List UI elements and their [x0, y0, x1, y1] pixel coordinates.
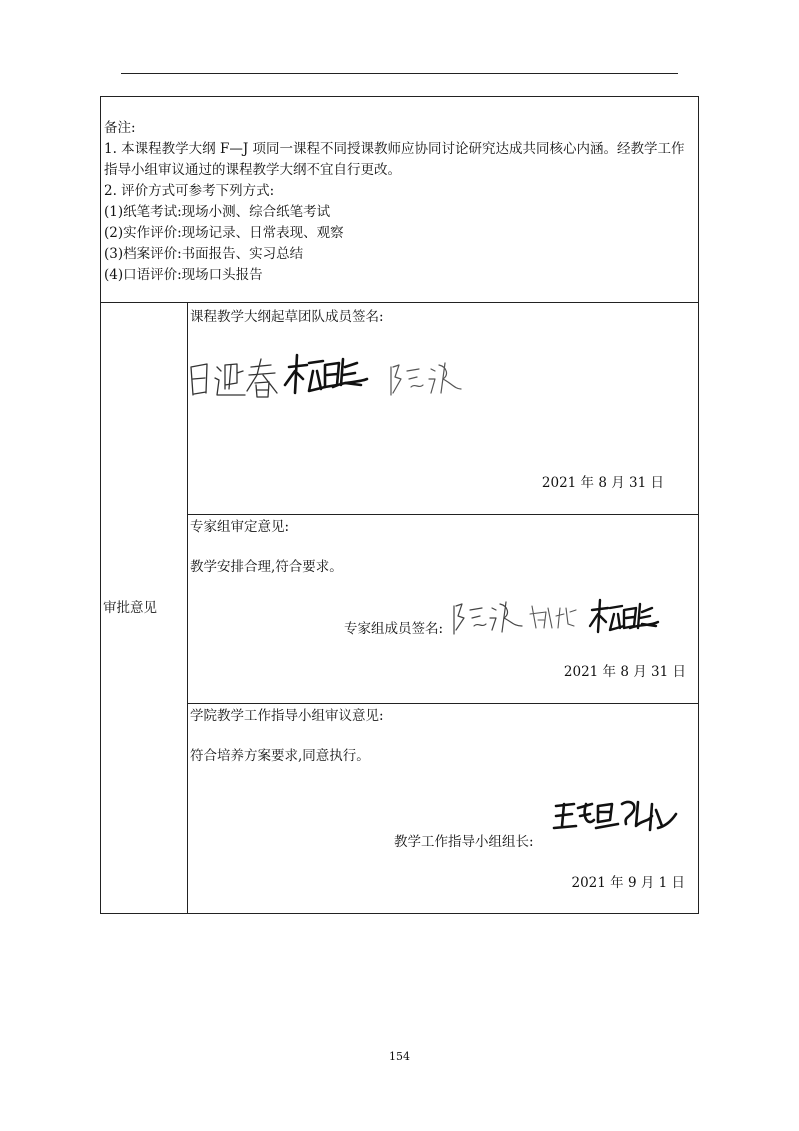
- notes-divider: [100, 302, 699, 303]
- approval-label: 审批意见: [103, 600, 157, 616]
- expert-signature-label: 专家组成员签名:: [344, 621, 444, 637]
- expert-opinion: 教学安排合理,符合要求。: [190, 559, 343, 575]
- notes-heading: 备注:: [104, 120, 136, 136]
- notes-line-7: (4)口语评价:现场口头报告: [104, 267, 263, 283]
- expert-date: 2021 年 8 月 31 日: [563, 664, 686, 680]
- group-leader-signature: [552, 796, 682, 840]
- expert-heading: 专家组审定意见:: [190, 519, 290, 535]
- page-number: 154: [389, 1050, 410, 1063]
- notes-line-5: (2)实作评价:现场记录、日常表现、观察: [104, 225, 344, 241]
- drafting-team-signatures: [185, 345, 475, 415]
- college-signature-label: 教学工作指导小组组长:: [394, 834, 534, 850]
- expert-divider: [187, 703, 699, 704]
- college-date: 2021 年 9 月 1 日: [571, 875, 685, 891]
- notes-line-4: (1)纸笔考试:现场小测、综合纸笔考试: [104, 204, 331, 220]
- header-rule: [121, 73, 678, 74]
- notes-line-6: (3)档案评价:书面报告、实习总结: [104, 246, 304, 262]
- expert-signatures: [452, 598, 662, 638]
- notes-line-3: 2. 评价方式可参考下列方式:: [104, 183, 275, 199]
- drafting-heading: 课程教学大纲起草团队成员签名:: [190, 309, 384, 325]
- drafting-date: 2021 年 8 月 31 日: [541, 475, 664, 491]
- college-opinion: 符合培养方案要求,同意执行。: [190, 748, 370, 764]
- notes-line-2: 指导小组审议通过的课程教学大纲不宜自行更改。: [104, 162, 401, 178]
- college-heading: 学院教学工作指导小组审议意见:: [190, 708, 384, 724]
- drafting-divider: [187, 514, 699, 515]
- notes-line-1: 1. 本课程教学大纲 F—J 项同一课程不同授课教师应协同讨论研究达成共同核心内涵。经教学工作: [104, 141, 685, 157]
